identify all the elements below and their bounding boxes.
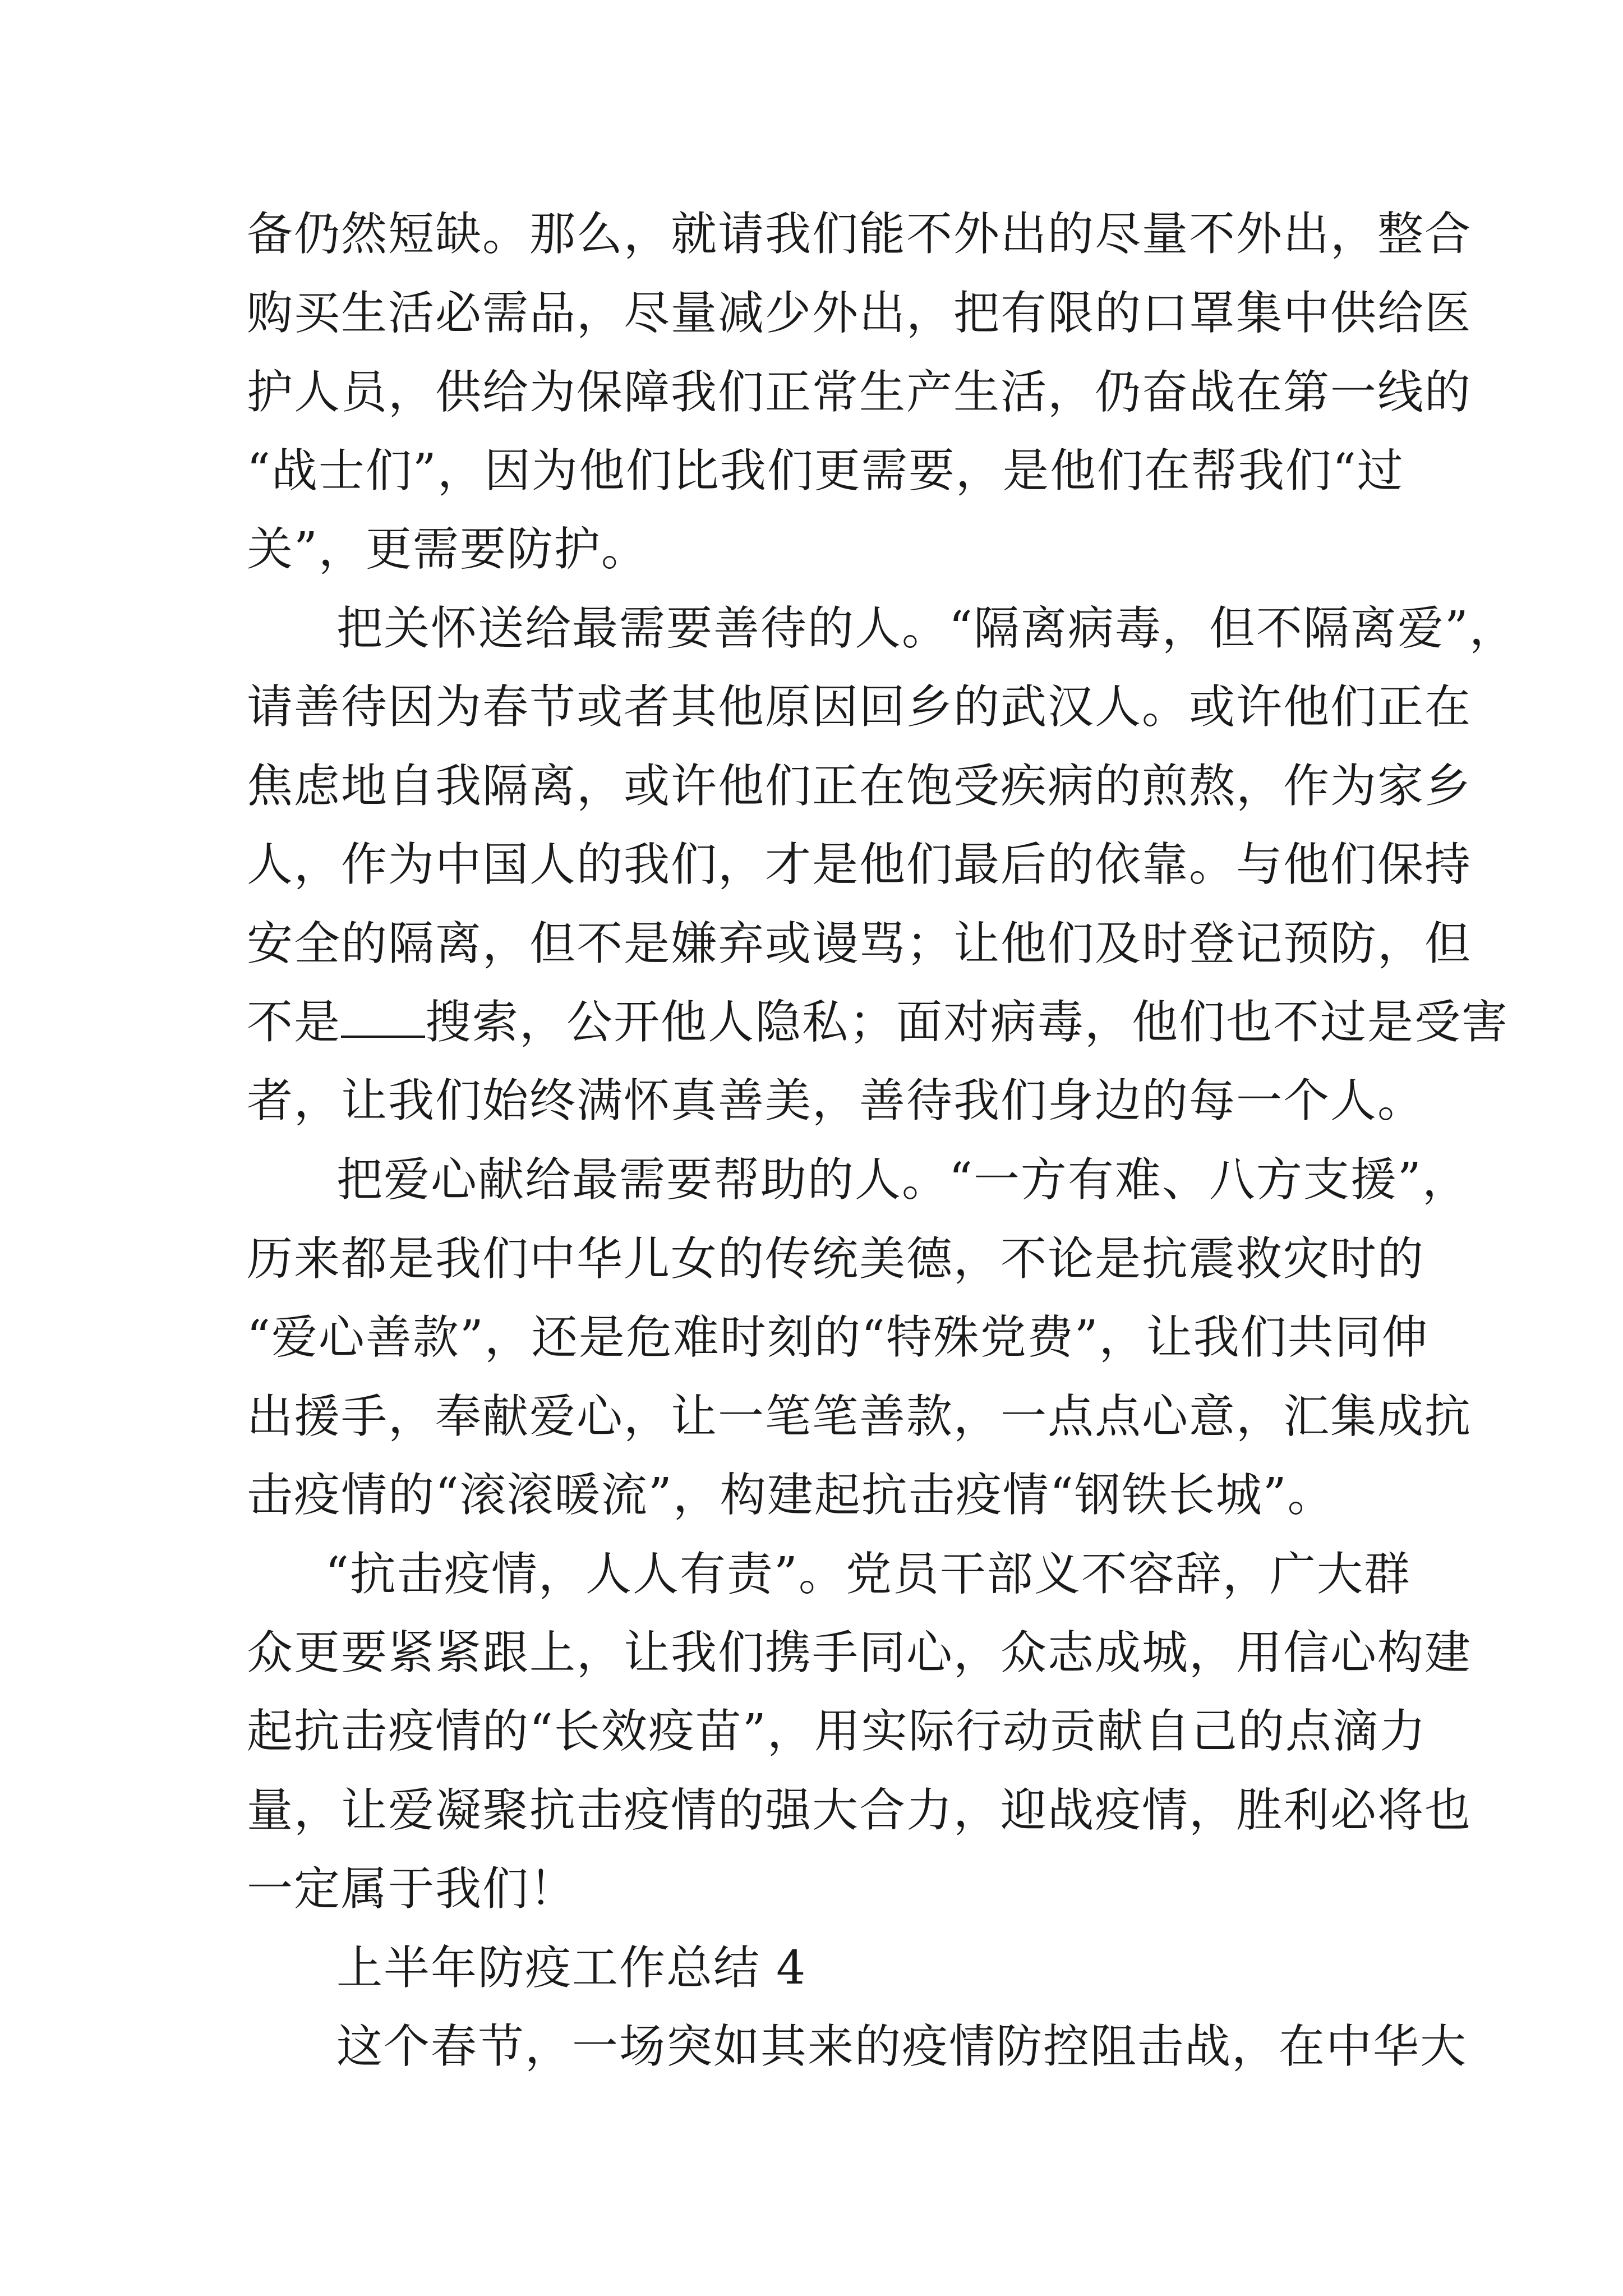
text-line: 出援手，奉献爱心，让一笔笔善款，一点点心意，汇集成抗 bbox=[247, 1390, 1472, 1443]
text-line: “战士们”，因为他们比我们更需要，是他们在帮我们“过 bbox=[247, 444, 1404, 498]
text-segment: 搜索，公开他人隐私；面对病毒，他们也不过是受害 bbox=[425, 996, 1509, 1049]
text-line-with-blank bbox=[247, 995, 1509, 1051]
text-line: 关”，更需要防护。 bbox=[247, 523, 648, 576]
text-line: 请善待因为春节或者其他原因回乡的武汉人。或许他们正在 bbox=[247, 680, 1472, 734]
text-line: 人，作为中国人的我们，才是他们最后的依靠。与他们保持 bbox=[247, 838, 1472, 891]
fill-in-blank bbox=[341, 996, 425, 1038]
text-line: 购买生活必需品，尽量减少外出，把有限的口罩集中供给医 bbox=[247, 287, 1472, 340]
text-line: 一定属于我们！ bbox=[247, 1862, 577, 1916]
section-heading: 上半年防疫工作总结 4 bbox=[336, 1941, 807, 1995]
text-line: 量，让爱凝聚抗击疫情的强大合力，迎战疫情，胜利必将也 bbox=[247, 1784, 1472, 1837]
paragraph-first-line: 这个春节，一场突如其来的疫情防控阻击战，在中华大 bbox=[336, 2020, 1468, 2073]
text-line: 安全的隔离，但不是嫌弃或谩骂；让他们及时登记预防，但 bbox=[247, 917, 1472, 970]
paragraph-first-line: 把爱心献给最需要帮助的人。“一方有难、八方支援”， bbox=[336, 1153, 1469, 1207]
text-line: “爱心善款”，还是危难时刻的“特殊党费”，让我们共同伸 bbox=[247, 1311, 1429, 1364]
text-line: 护人员，供给为保障我们正常生产生活，仍奋战在第一线的 bbox=[247, 366, 1472, 419]
text-line: 起抗击疫情的“长效疫苗”，用实际行动贡献自己的点滴力 bbox=[247, 1705, 1427, 1758]
text-line: 历来都是我们中华儿女的传统美德，不论是抗震救灾时的 bbox=[247, 1232, 1425, 1286]
text-segment: 不是 bbox=[247, 996, 342, 1049]
paragraph-first-line: “抗击疫情，人人有责”。党员干部义不容辞，广大群 bbox=[325, 1548, 1411, 1601]
text-line: 击疫情的“滚滚暖流”，构建起抗击疫情“钢铁长城”。 bbox=[247, 1469, 1335, 1522]
text-line: 焦虑地自我隔离，或许他们正在饱受疾病的煎熬，作为家乡 bbox=[247, 760, 1472, 813]
text-line: 备仍然短缺。那么，就请我们能不外出的尽量不外出，整合 bbox=[247, 208, 1472, 261]
paragraph-first-line: 把关怀送给最需要善待的人。“隔离病毒，但不隔离爱”， bbox=[336, 602, 1516, 655]
text-line: 众更要紧紧跟上，让我们携手同心，众志成城，用信心构建 bbox=[247, 1626, 1472, 1680]
text-line: 者，让我们始终满怀真善美，善待我们身边的每一个人。 bbox=[247, 1074, 1425, 1128]
